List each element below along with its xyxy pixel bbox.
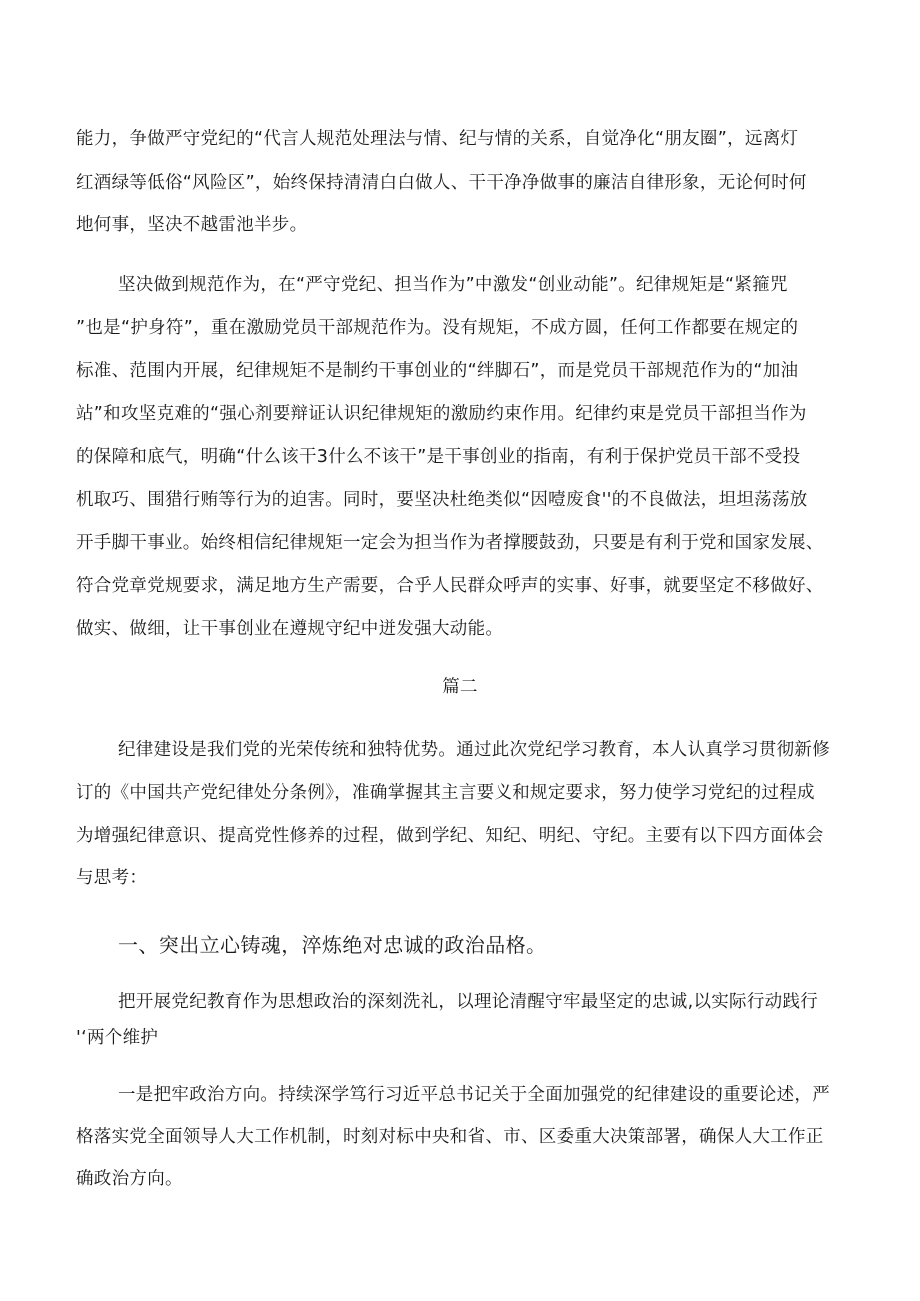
paragraph-2-line: 标准、范围内开展，纪律规矩不是制约干事创业的“绊脚石”，而是党员干部规范作为的“加油	[76, 361, 799, 381]
paragraph-2-line: 的保障和底气，明确“什么该干3什么不该干”是干事创业的指南，有利于保护党员干部不受投	[76, 447, 801, 467]
paragraph-1-line: 红酒绿等低俗“风险区”，始终保持清清白白做人、干干净净做事的廉洁自律形象，无论何时何	[76, 173, 807, 193]
paragraph-2-line: 做实、做细，让干事创业在遵规守纪中迸发强大动能。	[76, 619, 504, 639]
paragraph-2-line: 开手脚干事业。始终相信纪律规矩一定会为担当作为者撑腰鼓劲，只要是有利于党和国家发展、	[76, 533, 824, 553]
paragraph-2-line: 符合党章党规要求，满足地方生产需要，合乎人民群众呼声的实事、好事，就要坚定不移做好、	[76, 576, 824, 596]
heading-1: 一、突出立心铸魂，淬炼绝对忠诚的政治品格。	[118, 933, 547, 957]
paragraph-4-line: 把开展党纪教育作为思想政治的深刻洗礼，以理论清醒守牢最坚定的忠诚,以实际行动践行	[118, 992, 819, 1012]
paragraph-1-line: 地何事，坚决不越雷池半步。	[76, 215, 308, 235]
paragraph-2-line: ”也是“护身符”，重在激励党员干部规范作为。没有规矩，不成方圆，任何工作都要在规定的	[76, 318, 799, 338]
paragraph-2-line: 坚决做到规范作为，在“严守党纪、担当作为”中激发“创业动能”。纪律规矩是“紧箍咒	[118, 275, 788, 295]
paragraph-3-line: 纪律建设是我们党的光荣传统和独特优势。通过此次党纪学习教育，本人认真学习贯彻新修	[118, 740, 830, 760]
paragraph-5-line: 格落实党全面领导人大工作机制，时刻对标中央和省、市、区委重大决策部署，确保人大工作正	[76, 1127, 824, 1147]
paragraph-5-line: 一是把牢政治方向。持续深学笃行习近平总书记关于全面加强党的纪律建设的重要论述，严	[118, 1085, 830, 1105]
paragraph-4-line: '‘两个维护	[76, 1028, 159, 1048]
section-title: 篇二	[442, 677, 478, 697]
paragraph-5-line: 确政治方向。	[76, 1169, 183, 1189]
paragraph-2-line: 站”和攻坚克难的“强心剂要辩证认识纪律规矩的激励约束作用。纪律约束是党员干部担当作为	[76, 404, 807, 424]
paragraph-1-line: 能力，争做严守党纪的“代言人规范处理法与情、纪与情的关系，自觉净化“朋友圈”，远离灯	[76, 129, 799, 149]
paragraph-3-line: 订的《中国共产党纪律处分条例》，准确掌握其主言要义和规定要求，努力使学习党纪的过程成	[76, 783, 815, 803]
paragraph-3-line: 与思考：	[76, 868, 148, 888]
paragraph-3-line: 为增强纪律意识、提高党性修养的过程，做到学纪、知纪、明纪、守纪。主要有以下四方面体会	[76, 826, 824, 846]
paragraph-2-line: 机取巧、围猎行贿等行为的迫害。同时，要坚决杜绝类似“因噎废食''的不良做法，坦坦荡荡放	[76, 490, 808, 510]
